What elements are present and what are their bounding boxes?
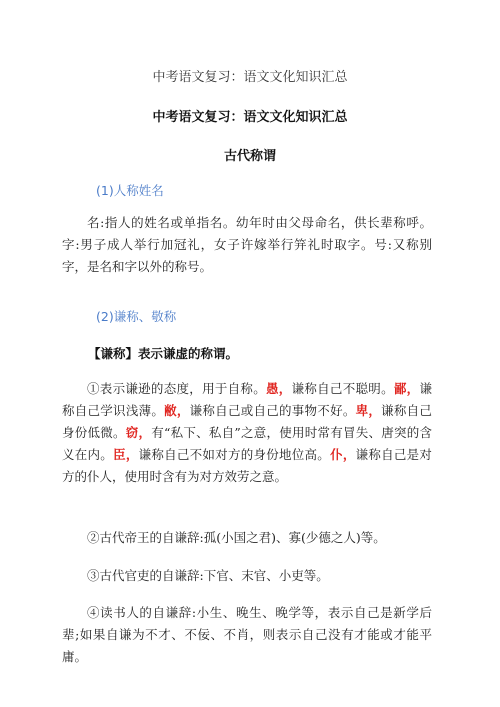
paragraph-humble-terms <box>62 378 432 488</box>
humble-terms-heading: 【谦称】表示谦虚的称谓。 <box>88 346 239 361</box>
highlight-term: 鄙， <box>393 381 420 396</box>
text-segment: 谦称自己学识浅薄。 <box>62 381 432 418</box>
paragraph-emperor-terms: ②古代帝王的自谦辞:孤(小国之君)、寡(少德之人)等。 <box>87 530 386 545</box>
paragraph-official-terms: ③古代官吏的自谦辞:下官、末官、小吏等。 <box>87 568 329 583</box>
paragraph-names: 名:指人的姓名或单指名。幼年时由父母命名，供长辈称呼。字:男子成人举行加冠礼，女子许嫁举行笄礼时取字。号:又称别字，是名和字以外的称号。 <box>62 215 432 274</box>
subsection-heading-names: (1)人称姓名 <box>96 183 164 198</box>
document-subtitle: 中考语文复习：语文文化知识汇总 <box>152 110 348 125</box>
highlight-term: 敝， <box>164 403 190 418</box>
subsection-heading-honorifics: (2)谦称、敬称 <box>96 309 177 324</box>
text-segment: 谦称自己是对方的仆人，使用时含有为对方效劳之意。 <box>62 447 432 484</box>
text-segment: ①表示谦逊的态度，用于自称。 <box>87 381 266 396</box>
highlight-term: 臣， <box>113 447 139 462</box>
paragraph-scholar-terms: ④读书人的自谦辞:小生、晚生、晚学等，表示自己是新学后辈;如果自谦为不才、不佞、不肖，则表示自己没有才能或才能平庸。 <box>62 605 432 664</box>
text-segment: 谦称自己或自己的事物不好。 <box>189 403 356 418</box>
text-segment: 谦称自己身份低微。 <box>62 403 432 440</box>
highlight-term: 仆， <box>330 447 356 462</box>
text-segment: 谦称自己不如对方的身份地位高。 <box>138 447 331 462</box>
section-heading: 古代称谓 <box>223 149 276 164</box>
text-segment: 谦称自己不聪明。 <box>291 381 394 396</box>
text-segment: 有“私下、私自”之意，使用时常有冒失、唐突的含义在内。 <box>62 425 432 462</box>
highlight-term: 窃， <box>125 425 152 440</box>
highlight-term: 卑， <box>355 403 382 418</box>
document-title: 中考语文复习：语文文化知识汇总 <box>152 70 348 85</box>
highlight-term: 愚， <box>266 381 292 396</box>
